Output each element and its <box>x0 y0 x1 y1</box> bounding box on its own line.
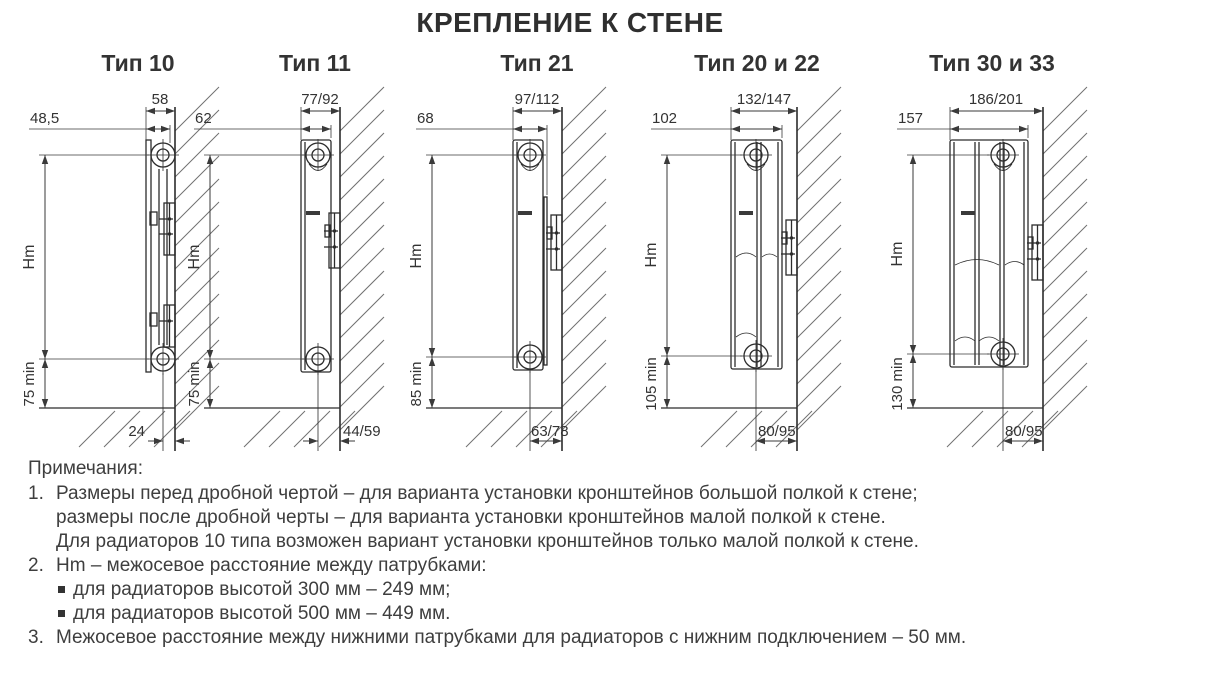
dim-total-label: 77/92 <box>301 91 339 108</box>
type-label-21: Тип 21 <box>500 50 574 76</box>
note-bullet-text: для радиаторов высотой 300 мм – 249 мм; <box>73 579 451 600</box>
radiator-section <box>731 139 797 372</box>
wall-hatch <box>340 87 384 430</box>
dimensions <box>186 91 381 451</box>
type-label-10: Тип 10 <box>101 50 175 76</box>
wall-hatch <box>562 87 606 430</box>
wall-bracket <box>324 213 340 268</box>
wall-bracket <box>781 220 797 275</box>
dim-axis-label: Hm <box>643 242 660 268</box>
dim-floor-label: 85 min <box>408 361 425 407</box>
convector <box>544 197 547 365</box>
dimensions <box>889 91 1043 451</box>
note-bullet-text: для радиаторов высотой 500 мм – 449 мм. <box>73 603 451 624</box>
dim-depth-label: 102 <box>652 110 678 127</box>
wall-bracket <box>150 305 175 347</box>
note-line: Для радиаторов 10 типа возможен вариант установки кронштейнов только малой полкой к стене. <box>56 531 919 552</box>
wall-hatch <box>797 87 841 430</box>
radiator-section <box>146 139 179 375</box>
note-bullet-line <box>56 602 487 626</box>
dim-floor-label: 105 min <box>643 357 660 411</box>
dim-axis-label: Hm <box>186 244 203 270</box>
radiator-section <box>513 139 562 373</box>
notes-heading: Примечания: <box>28 458 143 479</box>
note-line: Hm – межосевое расстояние между патрубками: <box>56 555 487 576</box>
note-item-2 <box>28 554 1203 626</box>
radiator-section <box>950 139 1043 370</box>
dim-total-label: 58 <box>151 91 169 108</box>
brand-logo <box>306 211 320 215</box>
dim-total-label: 186/201 <box>968 91 1024 108</box>
dim-floor-label: 75 min <box>186 361 203 407</box>
dim-depth-label: 157 <box>898 110 924 127</box>
dim-total-label: 97/112 <box>514 91 560 108</box>
note-item-1 <box>28 482 1203 554</box>
note-line: размеры после дробной черты – для варианта установки кронштейнов малой полкой к стене. <box>56 507 886 528</box>
brand-logo <box>961 211 975 215</box>
type-label-20-22: Тип 20 и 22 <box>694 50 820 76</box>
note-line: Межосевое расстояние между нижними патрубками для радиаторов с нижним подключением – 50 мм. <box>56 627 967 648</box>
diagram-type-21 <box>402 85 617 460</box>
note-item-3 <box>28 626 1203 650</box>
wall-bracket <box>1027 225 1043 280</box>
dim-total-label: 132/147 <box>736 91 792 108</box>
note-line: Размеры перед дробной чертой – для варианта установки кронштейнов большой полкой к стене; <box>56 483 918 504</box>
wall-bracket <box>150 203 175 255</box>
notes-section <box>28 457 1203 650</box>
diagram-type-30-33 <box>883 85 1098 460</box>
square-bullet-icon <box>58 586 65 593</box>
dimensions <box>21 91 190 451</box>
radiator-section <box>301 139 340 375</box>
note-number: 2. <box>28 555 44 576</box>
dim-axis-label: Hm <box>889 241 906 267</box>
brand-logo <box>518 211 532 215</box>
dim-bottom-label: 63/78 <box>531 423 569 440</box>
page-title: КРЕПЛЕНИЕ К СТЕНЕ <box>416 7 724 38</box>
type-label-11: Тип 11 <box>279 50 351 76</box>
dim-axis-label: Hm <box>21 244 38 270</box>
dim-bottom-label: 80/95 <box>1005 423 1043 440</box>
square-bullet-icon <box>58 610 65 617</box>
dim-bottom-label: 80/95 <box>758 423 796 440</box>
diagram-type-11 <box>180 85 395 460</box>
type-label-30-33: Тип 30 и 33 <box>929 50 1055 76</box>
dim-depth-label: 48,5 <box>30 110 60 127</box>
wall-hatch <box>1043 87 1087 430</box>
dim-depth-label: 62 <box>195 110 212 127</box>
dim-floor-label: 130 min <box>889 357 906 411</box>
dim-bottom-label: 44/59 <box>343 423 381 440</box>
note-bullet-line <box>56 578 487 602</box>
dim-depth-label: 68 <box>417 110 434 127</box>
dim-bottom-label: 24 <box>128 423 145 440</box>
floor-hatch <box>244 411 355 447</box>
dim-floor-label: 75 min <box>21 361 38 407</box>
wall-bracket <box>546 215 562 270</box>
dimensions <box>643 91 797 451</box>
note-number: 3. <box>28 627 44 648</box>
note-number: 1. <box>28 483 44 504</box>
brand-logo <box>739 211 753 215</box>
dim-axis-label: Hm <box>408 243 425 269</box>
diagram-type-20-22 <box>637 85 852 460</box>
